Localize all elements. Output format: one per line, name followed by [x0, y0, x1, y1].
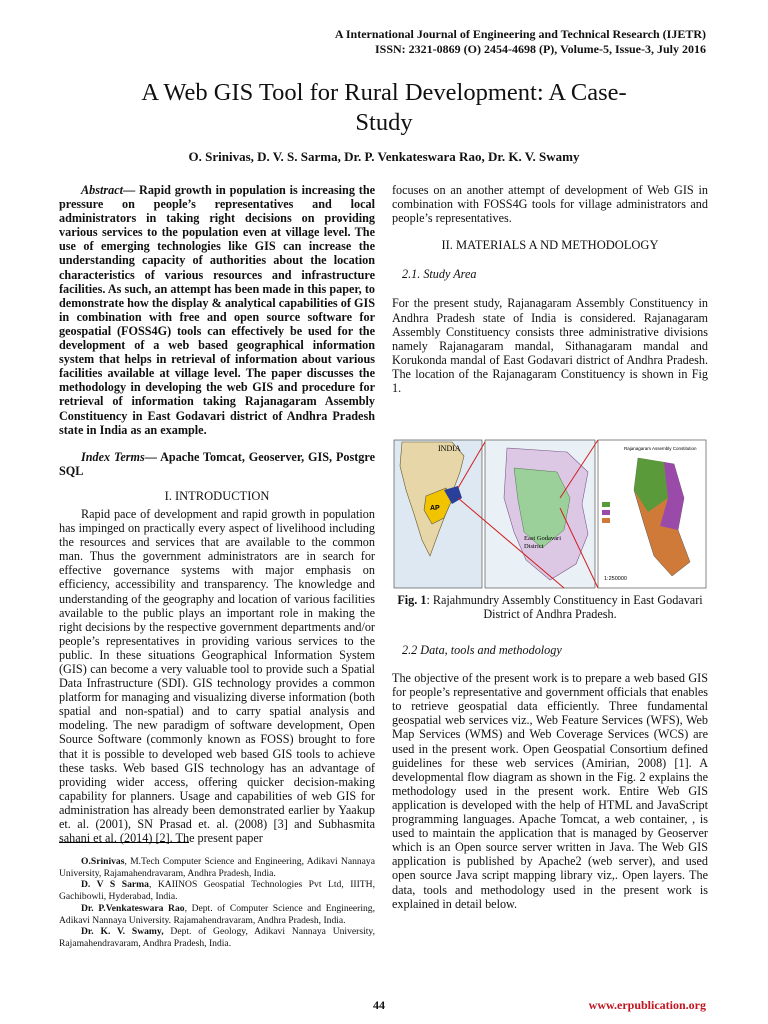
journal-name: A International Journal of Engineering and Technical Research (IJETR): [334, 27, 706, 41]
abstract-label: Abstract: [81, 183, 123, 197]
index-terms-label: Index Terms: [81, 449, 145, 464]
legend-swatch: [602, 518, 610, 523]
map-scale: 1:250000: [604, 576, 627, 582]
legend-swatch: [602, 502, 610, 507]
district-label-1: East Godavari: [524, 535, 562, 542]
data-tools-paragraph: The objective of the present work is to prepare a web based GIS for people’s representative and government officials that enables to retrieve geospatial data efficiently. Three fundamental geospatial web services viz., Web Feature Services (WFS), Web Map Services (WMS) and Web Coverage Services (WCS) are used in the present work. Open Geospatial Consortium defined guidelines for these web services (Amirian, 2008) [1]. A developmental flow diagram as shown in the Fig. 2 explains the methodology used in the present work. Entire Web GIS application is developed with the help of HTML and JavaScript programming languages. Apache Tomcat, a web container, , is used to maintain the application that is managed by Geoserver which is an Open source server written in Java. The Web GIS application is published by Apache2 (web server), and used open source Java script mapping library viz,. Open layers. The data, tools and methodology used in the present work is explained in detail below.: [392, 671, 708, 911]
title-line-1: A Web GIS Tool for Rural Development: A Case-: [141, 79, 627, 106]
footnote-item: D. V S Sarma, KAIINOS Geospatial Technologies Pvt Ltd, IIITH, Gachibowli, Hyderabad, India.: [59, 879, 375, 903]
right-column-bottom: [392, 643, 708, 911]
figure-label: Fig. 1: [397, 593, 427, 607]
index-terms: [59, 450, 375, 478]
methods-heading: II. MATERIALS A ND METHODOLOGY: [441, 238, 659, 253]
author-footnotes: [59, 856, 375, 950]
footnote-rule: [59, 842, 189, 843]
index-terms-dash: —: [144, 449, 161, 464]
right-column-top: [392, 183, 708, 395]
abstract: [59, 183, 375, 437]
paper-title: [60, 78, 708, 138]
footnote-item: Dr. P.Venkateswara Rao, Dept. of Computer Science and Engineering, Adikavi Nannaya University. Rajamahendravaram, Andhra Pradesh, India.: [59, 902, 375, 926]
intro-continuation: focuses on an another attempt of development of Web GIS in combination with FOSS4G tools for village administrators and people’s representatives.: [392, 183, 708, 226]
abstract-text: Rapid growth in population is increasing the pressure on people’s representatives and local administrators in taking right decisions on providing various services to the population even at village level. The use of emerging technologies like GIS can increase the understanding capacity of authorities about the location characteristics of various resources and infrastructure facilities. As such, an attempt has been made in this paper, to demonstrate how the display & analytical capabilities of GIS in combination with free and open source software for geospatial (FOSS4G) tools can effectively be used for the development of a web based geographical information system that helps in retrieval of information about various facilities available at village level. The paper discusses the methodology in developing the web GIS and procedure for retrieval of information taking Rajanagaram Assembly Constituency in East Godavari district of Andhra Pradesh state in India as an example.: [59, 183, 376, 437]
figure-1-caption: [392, 593, 708, 621]
left-column: [59, 183, 375, 845]
data-tools-heading: 2.2 Data, tools and methodology: [402, 643, 562, 657]
figure-caption-text: : Rajahmundry Assembly Constituency in East Godavari District of Andhra Pradesh.: [426, 593, 703, 621]
index-terms-text: Apache Tomcat, Geoserver, GIS, Postgre SQL: [59, 449, 375, 478]
footnote-name: Dr. K. V. Swamy,: [81, 926, 164, 938]
abstract-dash: —: [122, 183, 140, 197]
page-number: 44: [373, 998, 385, 1012]
author-list: O. Srinivas, D. V. S. Sarma, Dr. P. Venkateswara Rao, Dr. K. V. Swamy: [188, 149, 580, 164]
india-label: INDIA: [438, 444, 461, 453]
footnote-name: O.Srinivas: [81, 856, 125, 867]
location-map-graphic: [392, 438, 708, 590]
study-area-paragraph: For the present study, Rajanagaram Assembly Constituency in Andhra Pradesh state of India is considered. Rajanagaram Assembly Constituency consists three administrative divisions namely Rajanagaram mandal, Sithanagaram mandal and Korukonda mandal of East Godavari district of Andhra Pradesh. The location of the Rajanagaram Constituency is shown in Fig 1.: [392, 296, 708, 396]
district-label-2: District: [524, 543, 544, 550]
website-link[interactable]: www.erpublication.org: [588, 998, 706, 1012]
footnote-name: Dr. P.Venkateswara Rao: [81, 902, 185, 914]
title-line-2: Study: [355, 109, 413, 136]
intro-heading: I. INTRODUCTION: [164, 488, 270, 503]
legend-swatch: [602, 510, 610, 515]
intro-paragraph: Rapid pace of development and rapid growth in population has impinged on practically every aspect of livelihood including the resources and services that are available to the common man. Thus the government administrators are in search for effective governance systems with major emphasis on efficiency, accessibility and transparency. The knowledge and understanding of the geography and location of various facilities available to the public plays an important role in making the right decisions by the respective government departments and/or people’s representatives in providing various services to the public. In these situations Geographical Information System (GIS) can become a very valuable tool to provide such a Spatial Data Infrastructure (SDI). GIS technology provides a common platform for managing and visualizing diverse information (both spatial and non-spatial) and to carry spatial analysis and modeling. The new paradigm of software development, Open Source Software (commonly known as FOSS) brought to fore that it is possible to developed web based GIS tools to achieve these tasks. Web based GIS technology has an advantage of providing wider access, offering quicker decision-making capability for planners. Usage and capabilities of web GIS for administration has already been demonstrated earlier by Yaakup et. al. (2001), SN Prasad et. al. (2008) [3] and Subhasmita sahani et al. (2014) [2]. The present paper: [59, 506, 375, 846]
footnote-name: D. V S Sarma: [81, 879, 149, 891]
footnote-item: O.Srinivas, M.Tech Computer Science and Engineering, Adikavi Nannaya University, Rajamahendravaram, Andhra Pradesh, India.: [59, 856, 375, 879]
constituency-label: Rajanagaram Assembly Constitution: [624, 446, 697, 451]
figure-1-maps: [392, 438, 708, 590]
study-area-heading: 2.1. Study Area: [402, 267, 477, 282]
issn-line: ISSN: 2321-0869 (O) 2454-4698 (P), Volume-5, Issue-3, July 2016: [374, 42, 706, 56]
ap-label: AP: [430, 505, 440, 512]
footnote-item: Dr. K. V. Swamy, Dept. of Geology, Adikavi Nannaya University, Rajamahendravaram, Andhra Pradesh, India.: [59, 926, 375, 949]
